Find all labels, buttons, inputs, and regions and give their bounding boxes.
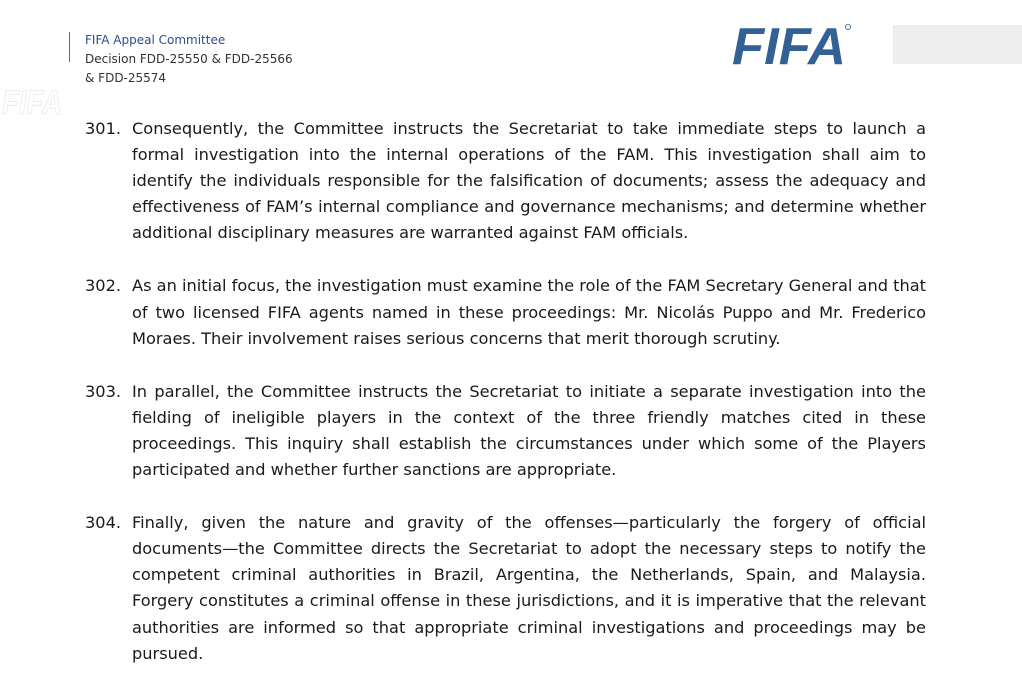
- fifa-logo: [731, 18, 853, 76]
- paragraph-304: [85, 510, 926, 667]
- committee-name: FIFA Appeal Committee: [85, 33, 226, 47]
- paragraph-text: In parallel, the Committee instructs the Secretariat to initiate a separate investigation into the fielding of ineligible players in the context of the three friendly matches cited in these proceedings. This inquiry shall establish the circumstances under which some of the Players participated and whether further sanctions are appropriate.: [132, 381, 926, 480]
- registered-mark-icon: [845, 24, 850, 29]
- fifa-watermark: [2, 86, 64, 120]
- decision-reference-cont: & FDD-25574: [85, 71, 167, 85]
- paragraph-number: 302.: [85, 276, 122, 296]
- header-divider: [69, 32, 70, 62]
- paragraph-text: As an initial focus, the investigation must examine the role of the FAM Secretary General and that of two licensed FIFA agents named in these proceedings: Mr. Nicolás Puppo and Mr. Frederico Moraes. Their involvement raises serious concerns that merit thorough scrutiny.: [132, 276, 926, 348]
- paragraph-number: 301.: [85, 119, 122, 138]
- logo-wordmark: FIFA: [732, 18, 846, 76]
- paragraph-text: Finally, given the nature and gravity of the offenses—particularly the forgery of official documents—the Committee directs the Secretariat to adopt the necessary steps to notify the competent criminal authorities in Brazil, Argentina, the Netherlands, Spain, and Malaysia. Forgery constitutes a criminal offense in these jurisdictions, and it is imperative that the relevant authorities are informed so that appropriate criminal investigations and proceedings may be pursued.: [132, 513, 926, 663]
- paragraph-number: 304.: [85, 513, 122, 533]
- document-header: [85, 31, 293, 88]
- decision-paragraphs: [85, 116, 926, 694]
- paragraph-303: [85, 379, 926, 483]
- watermark-text: FIFA: [2, 84, 62, 122]
- paragraph-301: [85, 116, 926, 246]
- paragraph-number: 303.: [85, 381, 122, 401]
- decision-reference: Decision FDD-25550 & FDD-25566: [85, 52, 293, 66]
- paragraph-302: [85, 273, 926, 351]
- paragraph-text: Consequently, the Committee instructs the Secretariat to take immediate steps to launch a formal investigation into the internal operations of the FAM. This investigation shall aim to identify the individuals responsible for the falsification of documents; assess the adequacy and effectiveness of FAM’s internal compliance and governance mechanisms; and determine whether additional disciplinary measures are warranted against FAM officials.: [132, 119, 926, 243]
- header-placeholder-box: [893, 25, 1022, 64]
